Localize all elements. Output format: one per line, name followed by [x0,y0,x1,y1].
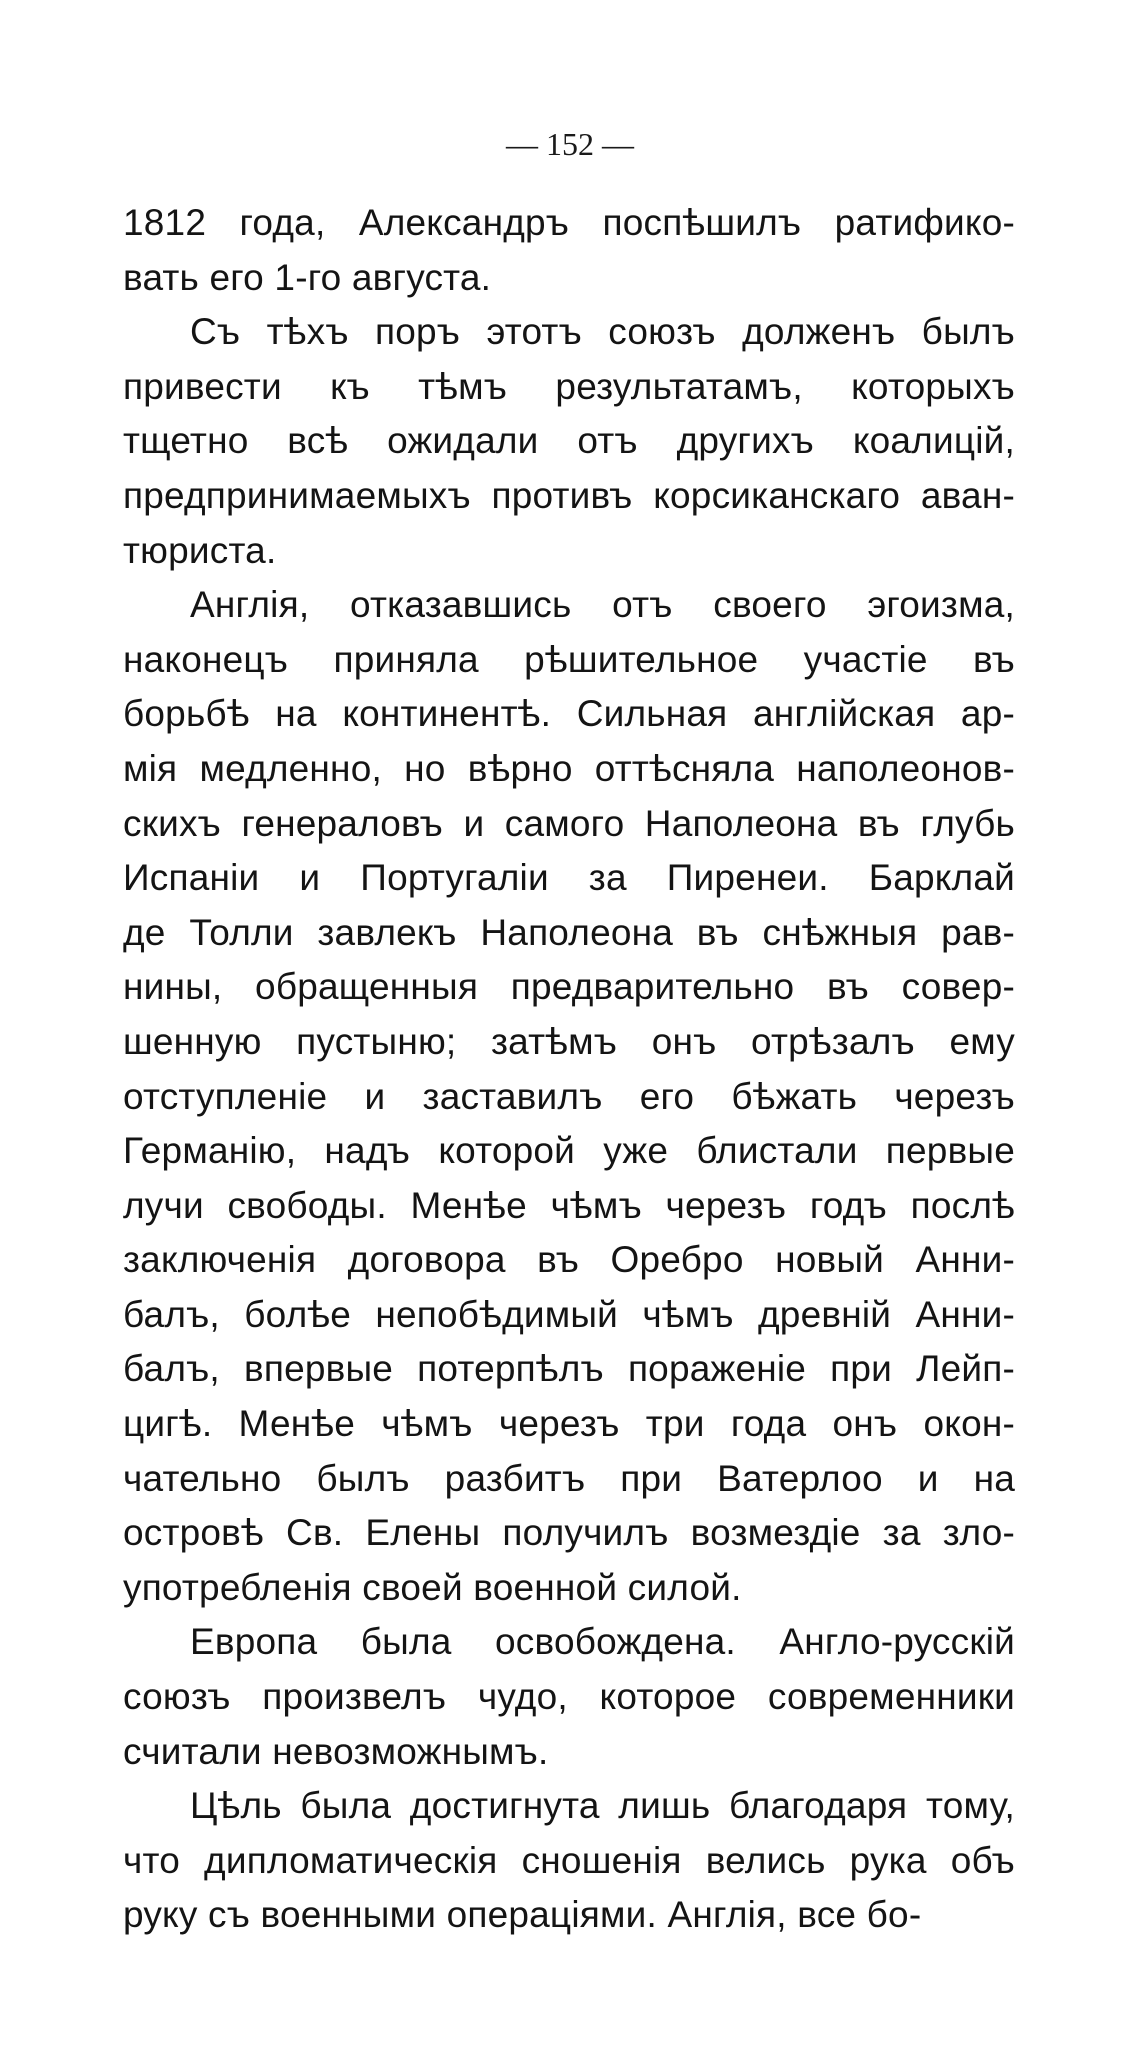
paragraph [123,305,1015,578]
text-line: шенную пустыню; затѣмъ онъ отрѣзалъ ему [123,1020,1015,1062]
text-line: Испаніи и Португаліи за Пиренеи. Барклай [123,857,1015,899]
text-line: скихъ генераловъ и самого Наполеона въ глубь [123,802,1015,844]
body-text [123,196,1015,1943]
text-line: употребленія своей военной силой. [123,1566,742,1608]
text-line: наконецъ приняла рѣшительное участіе въ [123,638,1015,680]
text-line: Цѣль была достигнута лишь благодаря тому, [190,1785,1015,1827]
text-line: де Толли завлекъ Наполеона въ снѣжныя рав- [123,911,1015,953]
text-line: союзъ произвелъ чудо, которое современники [123,1676,1015,1718]
text-line: тщетно всѣ ожидали отъ другихъ коалицій, [123,420,1015,462]
text-line: Германію, надъ которой уже блистали первые [123,1130,1015,1172]
text-line: что дипломатическія сношенія велись рука объ [123,1839,1015,1881]
text-line: тюриста. [123,529,277,571]
text-line: отступленіе и заставилъ его бѣжать черезъ [123,1075,1015,1117]
text-line: балъ, болѣе непобѣдимый чѣмъ древній Анни- [123,1293,1015,1335]
page-number: — 152 — [506,126,634,162]
text-line: 1812 года, Александръ поспѣшилъ ратифико- [123,202,1015,243]
text-line: лучи свободы. Менѣе чѣмъ черезъ годъ послѣ [123,1184,1015,1226]
text-line: заключенія договора въ Оребро новый Анни- [123,1239,1015,1281]
text-line: нины, обращенныя предварительно въ совер- [123,966,1015,1008]
text-line: цигѣ. Менѣе чѣмъ черезъ три года онъ окон- [123,1403,1015,1445]
text-line: предпринимаемыхъ противъ корсиканскаго аван- [123,474,1015,516]
text-line: борьбѣ на континентѣ. Сильная англійская ар- [123,693,1015,735]
text-line: руку съ военными операціями. Англія, все бо- [123,1894,922,1936]
text-line: считали невозможнымъ. [123,1730,549,1772]
text-line: вать его 1-го августа. [123,256,492,298]
text-line: мія медленно, но вѣрно оттѣсняла наполеонов- [123,747,1015,789]
text-line: Европа была освобождена. Англо-русскій [190,1621,1015,1663]
text-line: чательно былъ разбитъ при Ватерлоо и на [123,1457,1015,1499]
paragraph [123,578,1015,1615]
paragraph [123,1615,1015,1779]
text-line: Съ тѣхъ поръ этотъ союзъ долженъ былъ [190,311,1015,353]
paragraph [123,1779,1015,1943]
text-line: балъ, впервые потерпѣлъ пораженіе при Лейп- [123,1348,1015,1390]
text-line: островѣ Св. Елены получилъ возмездіе за зло- [123,1512,1015,1554]
paragraph [123,196,1015,305]
text-line: Англія, отказавшись отъ своего эгоизма, [190,584,1015,626]
text-line: привести къ тѣмъ результатамъ, которыхъ [123,365,1015,407]
